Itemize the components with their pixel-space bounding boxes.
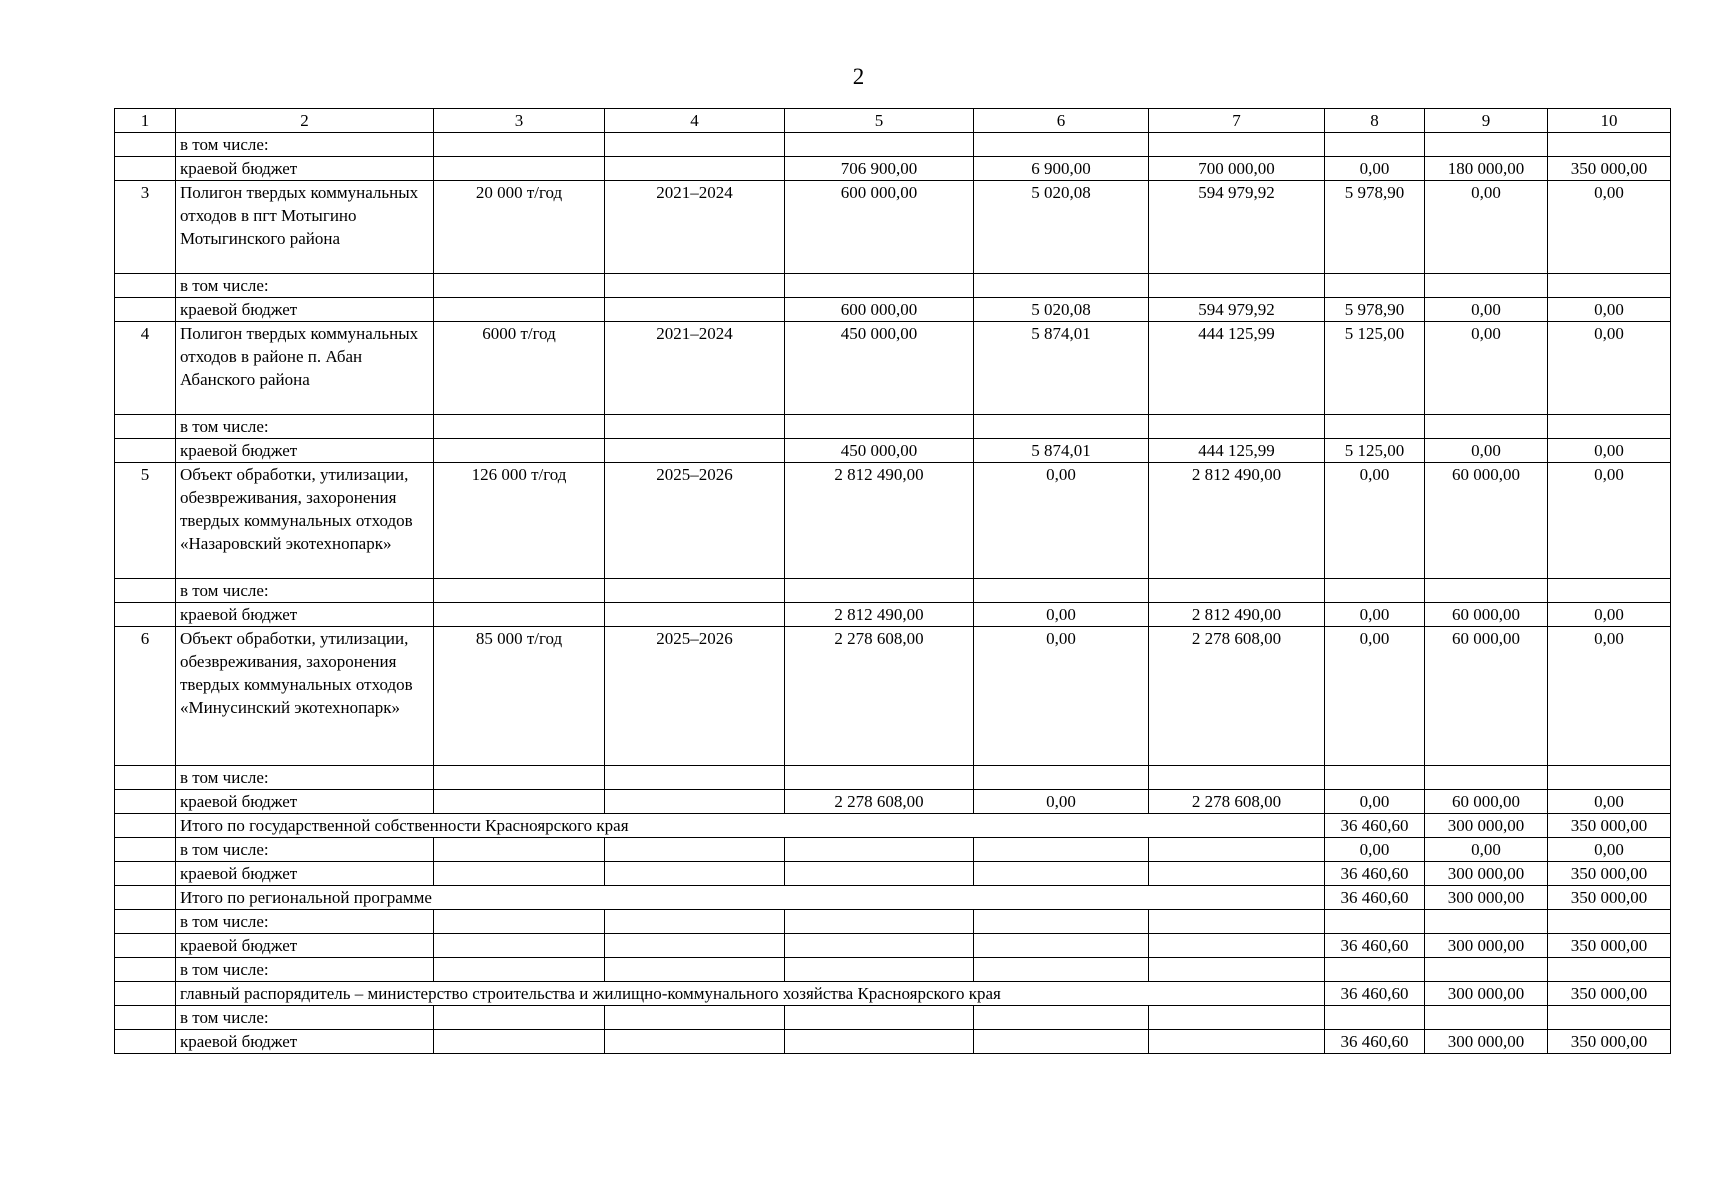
- table-cell: [434, 415, 605, 439]
- header-cell: 8: [1325, 109, 1425, 133]
- table-cell: [115, 298, 176, 322]
- capacity-cell: 6000 т/год: [434, 322, 605, 415]
- table-cell: [1149, 579, 1325, 603]
- table-cell: [1425, 1006, 1548, 1030]
- table-cell: [785, 579, 974, 603]
- table-cell: [974, 579, 1149, 603]
- value-cell: 2 812 490,00: [785, 603, 974, 627]
- value-cell: 0,00: [974, 603, 1149, 627]
- value-cell: 60 000,00: [1425, 790, 1548, 814]
- value-cell: 0,00: [1325, 790, 1425, 814]
- row-label: краевой бюджет: [176, 934, 434, 958]
- table-cell: [1425, 766, 1548, 790]
- value-cell: 444 125,99: [1149, 439, 1325, 463]
- table-cell: [974, 838, 1149, 862]
- table-cell: [1548, 1006, 1671, 1030]
- value-cell: 350 000,00: [1548, 886, 1671, 910]
- table-cell: [1325, 766, 1425, 790]
- object-row: [115, 181, 1671, 274]
- row-label: в том числе:: [176, 579, 434, 603]
- total-label: главный распорядитель – министерство строительства и жилищно-коммунального хозяйства Красноярского края: [176, 982, 1325, 1006]
- value-cell: 180 000,00: [1425, 157, 1548, 181]
- table-cell: [434, 838, 605, 862]
- table-cell: [434, 766, 605, 790]
- value-cell: 36 460,60: [1325, 814, 1425, 838]
- value-cell: 350 000,00: [1548, 1030, 1671, 1054]
- object-name: Объект обработки, утилизации, обезвреживания, захоронения твердых коммунальных отходов «Назаровский экотехнопарк»: [176, 463, 434, 579]
- object-row: [115, 463, 1671, 579]
- header-cell: 2: [176, 109, 434, 133]
- table-cell: [115, 910, 176, 934]
- row-label: в том числе:: [176, 415, 434, 439]
- table-row: [115, 579, 1671, 603]
- period-cell: 2021–2024: [605, 181, 785, 274]
- header-row: [115, 109, 1671, 133]
- table-cell: [115, 133, 176, 157]
- table-row: [115, 157, 1671, 181]
- table-cell: [785, 838, 974, 862]
- table-cell: [785, 1030, 974, 1054]
- value-cell: 6 900,00: [974, 157, 1149, 181]
- header-cell: 1: [115, 109, 176, 133]
- value-cell: 0,00: [1425, 838, 1548, 862]
- table-row: [115, 298, 1671, 322]
- row-number: 4: [115, 322, 176, 415]
- row-label: в том числе:: [176, 958, 434, 982]
- capacity-cell: 126 000 т/год: [434, 463, 605, 579]
- table-cell: [115, 862, 176, 886]
- value-cell: 5 874,01: [974, 439, 1149, 463]
- table-cell: [115, 603, 176, 627]
- value-cell: 2 278 608,00: [785, 790, 974, 814]
- table-cell: [434, 958, 605, 982]
- value-cell: 0,00: [1325, 627, 1425, 766]
- value-cell: 5 874,01: [974, 322, 1149, 415]
- value-cell: 36 460,60: [1325, 934, 1425, 958]
- value-cell: 0,00: [974, 463, 1149, 579]
- value-cell: 5 020,08: [974, 298, 1149, 322]
- row-number: 6: [115, 627, 176, 766]
- table-cell: [115, 579, 176, 603]
- table-cell: [974, 133, 1149, 157]
- budget-table: [114, 108, 1671, 1054]
- row-label: в том числе:: [176, 910, 434, 934]
- table-cell: [605, 766, 785, 790]
- table-cell: [1149, 133, 1325, 157]
- object-row: [115, 627, 1671, 766]
- value-cell: 350 000,00: [1548, 814, 1671, 838]
- value-cell: 300 000,00: [1425, 934, 1548, 958]
- table-cell: [785, 910, 974, 934]
- table-cell: [605, 790, 785, 814]
- table-cell: [785, 766, 974, 790]
- value-cell: 0,00: [1425, 298, 1548, 322]
- table-row: [115, 958, 1671, 982]
- row-label: в том числе:: [176, 1006, 434, 1030]
- table-cell: [605, 133, 785, 157]
- table-cell: [974, 415, 1149, 439]
- table-row: [115, 934, 1671, 958]
- table-cell: [974, 934, 1149, 958]
- table-cell: [785, 274, 974, 298]
- table-cell: [1425, 910, 1548, 934]
- table-cell: [1548, 579, 1671, 603]
- table-row: [115, 439, 1671, 463]
- row-number: 3: [115, 181, 176, 274]
- table-cell: [605, 439, 785, 463]
- row-label: в том числе:: [176, 133, 434, 157]
- row-label: в том числе:: [176, 838, 434, 862]
- table-cell: [605, 298, 785, 322]
- value-cell: 0,00: [1325, 603, 1425, 627]
- table-cell: [434, 579, 605, 603]
- value-cell: 2 278 608,00: [1149, 627, 1325, 766]
- value-cell: 450 000,00: [785, 439, 974, 463]
- table-cell: [1425, 274, 1548, 298]
- table-row: [115, 1006, 1671, 1030]
- value-cell: 350 000,00: [1548, 934, 1671, 958]
- value-cell: 0,00: [1548, 463, 1671, 579]
- row-label: краевой бюджет: [176, 1030, 434, 1054]
- header-cell: 9: [1425, 109, 1548, 133]
- header-cell: 7: [1149, 109, 1325, 133]
- value-cell: 0,00: [1325, 157, 1425, 181]
- value-cell: 300 000,00: [1425, 862, 1548, 886]
- value-cell: 0,00: [974, 627, 1149, 766]
- table-cell: [1425, 958, 1548, 982]
- value-cell: 5 020,08: [974, 181, 1149, 274]
- table-cell: [1325, 274, 1425, 298]
- value-cell: 0,00: [1548, 439, 1671, 463]
- value-cell: 350 000,00: [1548, 982, 1671, 1006]
- table-cell: [115, 274, 176, 298]
- table-cell: [434, 439, 605, 463]
- table-cell: [974, 1006, 1149, 1030]
- table-cell: [1149, 1006, 1325, 1030]
- table-cell: [434, 157, 605, 181]
- table-cell: [1149, 1030, 1325, 1054]
- value-cell: 0,00: [1548, 298, 1671, 322]
- table-cell: [605, 910, 785, 934]
- period-cell: 2025–2026: [605, 463, 785, 579]
- header-cell: 3: [434, 109, 605, 133]
- header-cell: 6: [974, 109, 1149, 133]
- period-cell: 2025–2026: [605, 627, 785, 766]
- value-cell: 300 000,00: [1425, 1030, 1548, 1054]
- table-cell: [1425, 415, 1548, 439]
- value-cell: 350 000,00: [1548, 862, 1671, 886]
- row-label: краевой бюджет: [176, 790, 434, 814]
- table-cell: [434, 298, 605, 322]
- object-row: [115, 322, 1671, 415]
- table-cell: [1149, 415, 1325, 439]
- table-cell: [1149, 838, 1325, 862]
- table-cell: [785, 1006, 974, 1030]
- table-cell: [1325, 579, 1425, 603]
- period-cell: 2021–2024: [605, 322, 785, 415]
- value-cell: 350 000,00: [1548, 157, 1671, 181]
- table-cell: [1548, 274, 1671, 298]
- value-cell: 2 812 490,00: [1149, 603, 1325, 627]
- value-cell: 0,00: [1325, 838, 1425, 862]
- table-cell: [1548, 910, 1671, 934]
- value-cell: 5 125,00: [1325, 322, 1425, 415]
- table-row: [115, 603, 1671, 627]
- table-cell: [1548, 766, 1671, 790]
- table-cell: [434, 910, 605, 934]
- table-cell: [605, 958, 785, 982]
- table-cell: [1325, 415, 1425, 439]
- table-row: [115, 415, 1671, 439]
- table-cell: [1325, 910, 1425, 934]
- value-cell: 60 000,00: [1425, 463, 1548, 579]
- table-cell: [1149, 958, 1325, 982]
- table-cell: [434, 862, 605, 886]
- table-cell: [974, 862, 1149, 886]
- row-label: краевой бюджет: [176, 603, 434, 627]
- table-cell: [974, 958, 1149, 982]
- value-cell: 2 278 608,00: [785, 627, 974, 766]
- value-cell: 5 125,00: [1325, 439, 1425, 463]
- table-cell: [974, 1030, 1149, 1054]
- table-cell: [605, 603, 785, 627]
- object-name: Объект обработки, утилизации, обезвреживания, захоронения твердых коммунальных отходов «Минусинский экотехнопарк»: [176, 627, 434, 766]
- table-row: [115, 862, 1671, 886]
- value-cell: 5 978,90: [1325, 298, 1425, 322]
- table-cell: [115, 838, 176, 862]
- value-cell: 60 000,00: [1425, 627, 1548, 766]
- value-cell: 0,00: [1425, 322, 1548, 415]
- table-cell: [1425, 579, 1548, 603]
- header-cell: 4: [605, 109, 785, 133]
- capacity-cell: 20 000 т/год: [434, 181, 605, 274]
- page-number: 2: [852, 64, 865, 89]
- value-cell: 60 000,00: [1425, 603, 1548, 627]
- table-row: [115, 766, 1671, 790]
- table-cell: [434, 1006, 605, 1030]
- table-cell: [115, 1030, 176, 1054]
- table-cell: [1548, 958, 1671, 982]
- value-cell: 594 979,92: [1149, 298, 1325, 322]
- table-cell: [785, 934, 974, 958]
- table-row: [115, 274, 1671, 298]
- row-number: 5: [115, 463, 176, 579]
- table-cell: [115, 982, 176, 1006]
- value-cell: 600 000,00: [785, 298, 974, 322]
- value-cell: 706 900,00: [785, 157, 974, 181]
- table-cell: [785, 415, 974, 439]
- table-cell: [974, 274, 1149, 298]
- value-cell: 36 460,60: [1325, 982, 1425, 1006]
- value-cell: 2 812 490,00: [1149, 463, 1325, 579]
- table-cell: [605, 415, 785, 439]
- value-cell: 0,00: [1425, 181, 1548, 274]
- table-cell: [1325, 133, 1425, 157]
- table-cell: [115, 886, 176, 910]
- table-cell: [605, 838, 785, 862]
- table-cell: [785, 862, 974, 886]
- table-row: [115, 1030, 1671, 1054]
- table-cell: [605, 274, 785, 298]
- capacity-cell: 85 000 т/год: [434, 627, 605, 766]
- table-row: [115, 838, 1671, 862]
- total-row: [115, 814, 1671, 838]
- value-cell: 594 979,92: [1149, 181, 1325, 274]
- table-cell: [605, 1030, 785, 1054]
- table-cell: [115, 766, 176, 790]
- table-cell: [434, 1030, 605, 1054]
- value-cell: 0,00: [1548, 181, 1671, 274]
- table-cell: [115, 157, 176, 181]
- value-cell: 0,00: [1325, 463, 1425, 579]
- table-cell: [1149, 274, 1325, 298]
- object-name: Полигон твердых коммунальных отходов в районе п. Абан Абанского района: [176, 322, 434, 415]
- table-cell: [1149, 862, 1325, 886]
- table-cell: [434, 790, 605, 814]
- table-cell: [1149, 766, 1325, 790]
- value-cell: 0,00: [1548, 838, 1671, 862]
- table-cell: [115, 415, 176, 439]
- table-cell: [434, 274, 605, 298]
- table-cell: [605, 934, 785, 958]
- value-cell: 444 125,99: [1149, 322, 1325, 415]
- value-cell: 300 000,00: [1425, 814, 1548, 838]
- table-cell: [1425, 133, 1548, 157]
- value-cell: 2 278 608,00: [1149, 790, 1325, 814]
- table-cell: [974, 910, 1149, 934]
- table-cell: [115, 1006, 176, 1030]
- table-cell: [115, 814, 176, 838]
- table-cell: [115, 934, 176, 958]
- header-cell: 10: [1548, 109, 1671, 133]
- table-cell: [785, 133, 974, 157]
- value-cell: 0,00: [1425, 439, 1548, 463]
- table-cell: [785, 958, 974, 982]
- row-label: краевой бюджет: [176, 298, 434, 322]
- row-label: краевой бюджет: [176, 157, 434, 181]
- table-cell: [115, 958, 176, 982]
- total-label: Итого по государственной собственности Красноярского края: [176, 814, 1325, 838]
- table-cell: [605, 157, 785, 181]
- value-cell: 36 460,60: [1325, 1030, 1425, 1054]
- table-cell: [115, 790, 176, 814]
- table-row: [115, 910, 1671, 934]
- value-cell: 0,00: [974, 790, 1149, 814]
- table-cell: [605, 862, 785, 886]
- table-cell: [434, 934, 605, 958]
- value-cell: 700 000,00: [1149, 157, 1325, 181]
- table-cell: [1325, 958, 1425, 982]
- value-cell: 450 000,00: [785, 322, 974, 415]
- header-cell: 5: [785, 109, 974, 133]
- table-cell: [1548, 133, 1671, 157]
- value-cell: 300 000,00: [1425, 886, 1548, 910]
- total-row: [115, 886, 1671, 910]
- value-cell: 36 460,60: [1325, 862, 1425, 886]
- row-label: краевой бюджет: [176, 439, 434, 463]
- value-cell: 0,00: [1548, 627, 1671, 766]
- table-cell: [1325, 1006, 1425, 1030]
- total-label: Итого по региональной программе: [176, 886, 1325, 910]
- value-cell: 300 000,00: [1425, 982, 1548, 1006]
- row-label: краевой бюджет: [176, 862, 434, 886]
- value-cell: 0,00: [1548, 790, 1671, 814]
- table-cell: [434, 603, 605, 627]
- table-row: [115, 133, 1671, 157]
- table-row: [115, 790, 1671, 814]
- row-label: в том числе:: [176, 766, 434, 790]
- table-cell: [1149, 910, 1325, 934]
- table-cell: [1149, 934, 1325, 958]
- table-cell: [605, 1006, 785, 1030]
- value-cell: 36 460,60: [1325, 886, 1425, 910]
- table-cell: [605, 579, 785, 603]
- table-cell: [434, 133, 605, 157]
- table-cell: [1548, 415, 1671, 439]
- value-cell: 5 978,90: [1325, 181, 1425, 274]
- value-cell: 0,00: [1548, 603, 1671, 627]
- row-label: в том числе:: [176, 274, 434, 298]
- table-cell: [974, 766, 1149, 790]
- value-cell: 2 812 490,00: [785, 463, 974, 579]
- object-name: Полигон твердых коммунальных отходов в пгт Мотыгино Мотыгинского района: [176, 181, 434, 274]
- total-row: [115, 982, 1671, 1006]
- value-cell: 600 000,00: [785, 181, 974, 274]
- table-cell: [115, 439, 176, 463]
- value-cell: 0,00: [1548, 322, 1671, 415]
